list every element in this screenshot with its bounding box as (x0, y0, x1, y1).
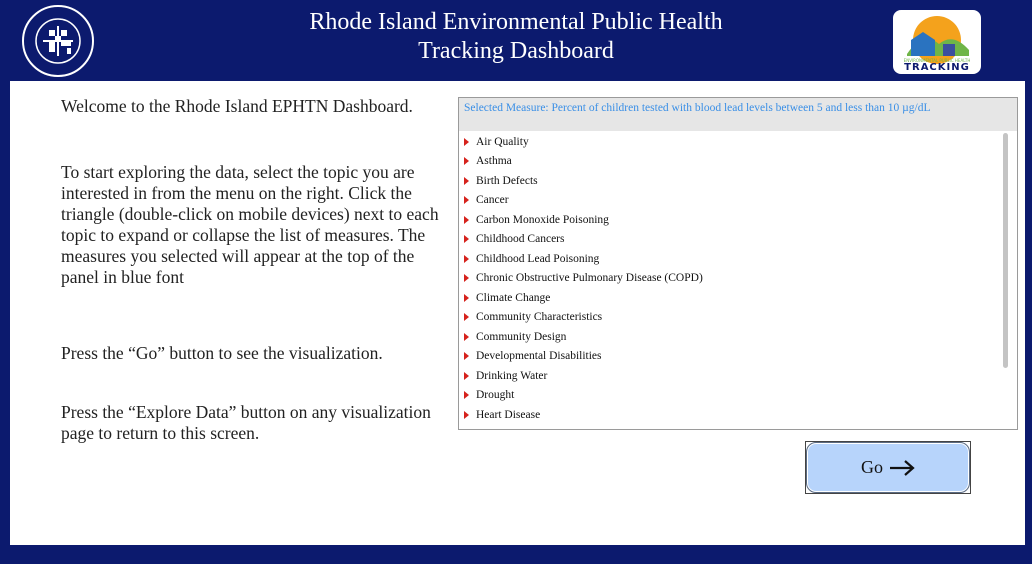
topic-item[interactable] (459, 171, 999, 191)
tracking-logo-subtext: ENVIRONMENTAL PUBLIC HEALTH (903, 58, 971, 63)
topic-item[interactable] (459, 230, 999, 250)
expand-triangle-icon[interactable] (464, 274, 469, 282)
expand-triangle-icon[interactable] (464, 352, 469, 360)
topic-item[interactable] (459, 366, 999, 386)
topic-label: Community Characteristics (476, 311, 603, 324)
footer-bar (0, 545, 1032, 564)
expand-triangle-icon[interactable] (464, 196, 469, 204)
expand-triangle-icon[interactable] (464, 138, 469, 146)
topic-item[interactable] (459, 288, 999, 308)
title-line-2: Tracking Dashboard (418, 38, 614, 64)
topic-item[interactable] (459, 249, 999, 269)
topic-item[interactable] (459, 308, 999, 328)
page-title (0, 8, 1032, 66)
expand-triangle-icon[interactable] (464, 255, 469, 263)
topic-list (459, 132, 999, 425)
expand-triangle-icon[interactable] (464, 313, 469, 321)
explore-instructions-text: Press the “Explore Data” button on any visualization page to return to this screen. (61, 402, 431, 443)
header-bar (0, 0, 1032, 81)
expand-triangle-icon[interactable] (464, 177, 469, 185)
expand-triangle-icon[interactable] (464, 372, 469, 380)
topic-item[interactable] (459, 210, 999, 230)
topic-item[interactable] (459, 152, 999, 172)
scrollbar-thumb[interactable] (1003, 133, 1008, 368)
topic-label: Chronic Obstructive Pulmonary Disease (COPD) (476, 272, 703, 285)
go-instructions-text: Press the “Go” button to see the visualization. (61, 343, 383, 363)
topic-item[interactable] (459, 347, 999, 367)
left-frame (0, 0, 10, 564)
topic-label: Childhood Cancers (476, 233, 565, 246)
topic-item[interactable] (459, 191, 999, 211)
selected-measure-text: Selected Measure: Percent of children tested with blood lead levels between 5 and less than 10 µg/dL (459, 98, 1017, 131)
topic-label: Developmental Disabilities (476, 350, 602, 363)
title-line-1: Rhode Island Environmental Public Health (309, 9, 723, 35)
go-button[interactable] (806, 442, 970, 493)
expand-triangle-icon[interactable] (464, 157, 469, 165)
topic-label: Climate Change (476, 291, 551, 304)
topic-label: Carbon Monoxide Poisoning (476, 213, 609, 226)
topic-label: Drinking Water (476, 369, 548, 382)
topic-label: Drought (476, 389, 515, 402)
tracking-logo (893, 10, 981, 74)
expand-triangle-icon[interactable] (464, 216, 469, 224)
expand-triangle-icon[interactable] (464, 235, 469, 243)
topic-selection-panel (458, 97, 1018, 430)
expand-triangle-icon[interactable] (464, 333, 469, 341)
topic-label: Community Design (476, 330, 567, 343)
topic-list-scrollbar[interactable] (1001, 133, 1011, 425)
arrow-right-icon (889, 460, 915, 476)
topic-label: Cancer (476, 194, 509, 207)
expand-triangle-icon[interactable] (464, 391, 469, 399)
topic-item[interactable] (459, 386, 999, 406)
topic-item[interactable] (459, 269, 999, 289)
expand-triangle-icon[interactable] (464, 294, 469, 302)
expand-triangle-icon[interactable] (464, 411, 469, 419)
topic-label: Childhood Lead Poisoning (476, 252, 600, 265)
topic-label: Air Quality (476, 135, 529, 148)
topic-item[interactable] (459, 327, 999, 347)
topic-item[interactable] (459, 405, 999, 425)
topic-label: Asthma (476, 155, 512, 168)
topic-label: Birth Defects (476, 174, 538, 187)
tracking-logo-text: TRACKING (904, 62, 970, 73)
right-frame (1025, 0, 1032, 564)
instructions-text: To start exploring the data, select the topic you are interested in from the menu on the right. Click the triangle (double-click on mobile devices) next to each topic to expand or collapse the list of measures. The measures you selected will appear at the top of the panel in blue font (61, 162, 439, 287)
go-button-label: Go (861, 457, 883, 477)
welcome-text: Welcome to the Rhode Island EPHTN Dashboard. (61, 96, 413, 116)
topic-item[interactable] (459, 132, 999, 152)
topic-label: Heart Disease (476, 408, 541, 421)
